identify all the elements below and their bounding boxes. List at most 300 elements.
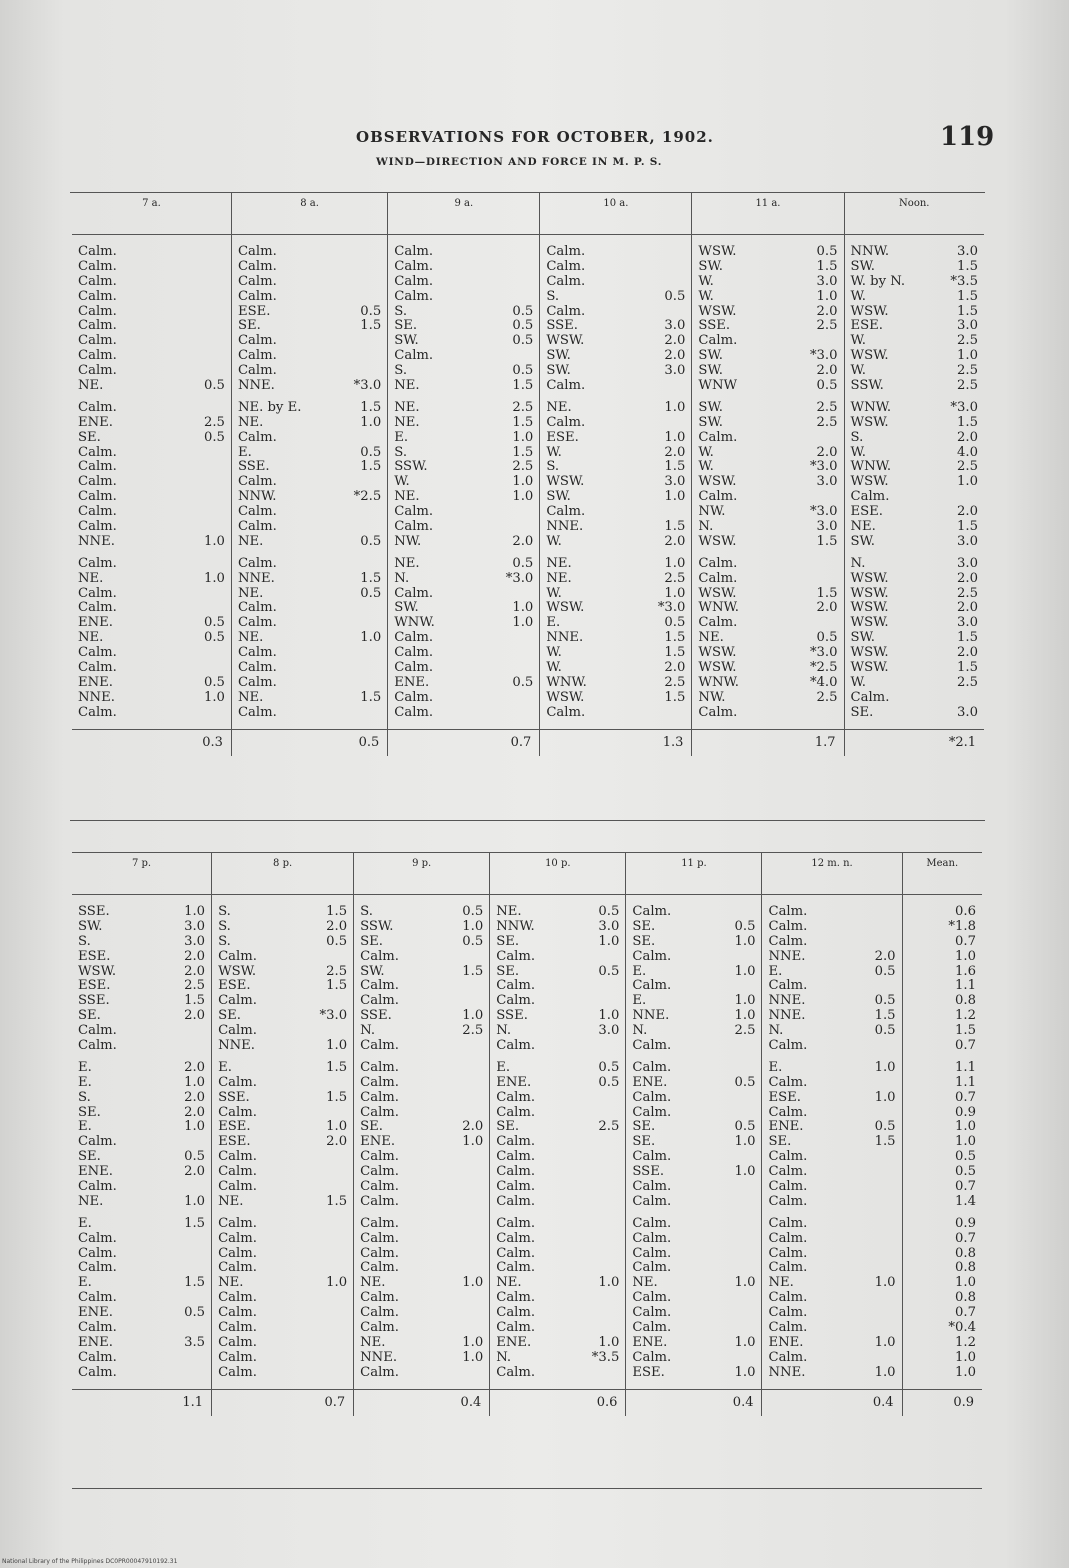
- wind-direction: WSW.: [850, 414, 889, 430]
- wind-direction: W.: [698, 444, 714, 460]
- observation-row: [218, 1165, 347, 1180]
- observation-row: [768, 905, 895, 920]
- wind-direction: Calm.: [394, 630, 434, 646]
- wind-force: 3.5: [184, 1334, 206, 1350]
- wind-force: 1.5: [664, 689, 686, 705]
- time-column: [762, 895, 902, 1390]
- wind-direction: Calm.: [237, 674, 277, 690]
- observation-row: [218, 1076, 347, 1091]
- wind-direction: W.: [394, 474, 410, 490]
- wind-force: 1.0: [462, 918, 484, 934]
- wind-direction: Calm.: [360, 1104, 399, 1120]
- observation-row: [768, 1180, 895, 1195]
- wind-force: 1.0: [734, 1164, 756, 1180]
- wind-direction: NNW.: [496, 918, 535, 934]
- observation-row: [909, 1306, 976, 1321]
- observation-row: [78, 1217, 205, 1232]
- wind-direction: Calm.: [218, 1164, 257, 1180]
- wind-direction: Calm.: [78, 1260, 117, 1276]
- wind-direction: Calm.: [632, 1104, 672, 1120]
- wind-direction: W.: [698, 288, 714, 304]
- wind-direction: Calm.: [632, 1059, 672, 1075]
- wind-direction: Calm.: [78, 519, 117, 535]
- observation-row: [218, 965, 347, 980]
- wind-direction: E.: [768, 963, 783, 979]
- wind-force: *3.5: [950, 273, 978, 289]
- observation-row: [394, 676, 533, 691]
- observation-row: [360, 979, 483, 994]
- observation-row: [496, 935, 619, 950]
- observation-row: [851, 587, 978, 602]
- wind-force: 1.0: [734, 1134, 756, 1150]
- wind-direction: ESE.: [546, 429, 579, 445]
- observation-row: [78, 1150, 205, 1165]
- observation-row: [78, 601, 225, 616]
- wind-force: 2.0: [184, 1059, 206, 1075]
- wind-direction: SW.: [78, 918, 103, 934]
- observation-row: [78, 490, 225, 505]
- observation-row: [632, 1135, 755, 1150]
- wind-force: 2.0: [957, 570, 978, 586]
- observation-row: [360, 1306, 483, 1321]
- observation-row: [632, 1306, 755, 1321]
- wind-direction: Calm.: [360, 1074, 399, 1090]
- observation-row: [909, 905, 976, 920]
- wind-force: 1.0: [598, 933, 620, 949]
- wind-force: 3.0: [664, 318, 686, 334]
- observation-row: [78, 557, 225, 572]
- wind-force: 1.0: [203, 570, 225, 586]
- wind-force: 0.5: [203, 429, 225, 445]
- wind-force: 0.5: [874, 993, 896, 1009]
- observation-row: [851, 290, 978, 305]
- wind-force: 1.0: [512, 615, 534, 631]
- wind-direction: WSW.: [698, 244, 737, 259]
- wind-force: 1.0: [664, 429, 686, 445]
- wind-direction: NNE.: [768, 1008, 806, 1024]
- observation-row: [360, 1076, 483, 1091]
- observation-row: [238, 535, 381, 550]
- wind-direction: Calm.: [360, 1193, 399, 1209]
- column-header: 10 p.: [490, 852, 626, 895]
- wind-force: 0.5: [326, 933, 348, 949]
- wind-direction: Calm.: [218, 1104, 257, 1120]
- wind-direction: ESE.: [850, 318, 883, 334]
- observation-row: [698, 587, 837, 602]
- wind-force: 2.5: [512, 459, 534, 475]
- wind-direction: Calm.: [237, 258, 277, 274]
- observation-row: [546, 475, 685, 490]
- wind-force: 0.5: [184, 1149, 206, 1165]
- observation-row: [698, 305, 837, 320]
- wind-force: 2.0: [664, 533, 686, 549]
- wind-force: 2.0: [664, 660, 686, 676]
- wind-direction: ESE.: [78, 978, 111, 994]
- day-group: [692, 401, 843, 550]
- wind-force: 1.0: [664, 555, 686, 571]
- observation-row: [546, 305, 685, 320]
- wind-direction: SSW.: [394, 459, 428, 475]
- wind-direction: Calm.: [546, 704, 586, 720]
- wind-direction: Calm.: [768, 1230, 808, 1246]
- observation-row: [78, 1366, 205, 1381]
- wind-force: 3.0: [816, 273, 838, 289]
- wind-direction: Calm.: [78, 459, 117, 475]
- observation-row: [496, 1261, 619, 1276]
- observation-row: [78, 920, 205, 935]
- wind-direction: Calm.: [394, 519, 434, 535]
- observation-row: [78, 379, 225, 394]
- observation-row: [238, 557, 381, 572]
- wind-force: 0.5: [955, 1164, 976, 1180]
- wind-direction: SW.: [850, 533, 875, 549]
- observation-row: [632, 1261, 755, 1276]
- wind-direction: ENE.: [78, 414, 113, 430]
- observation-row: [546, 349, 685, 364]
- wind-direction: SW.: [698, 399, 723, 415]
- observation-row: [768, 920, 895, 935]
- observation-row: [632, 994, 755, 1009]
- observation-row: [78, 994, 205, 1009]
- wind-direction: Calm.: [237, 704, 277, 720]
- observation-row: [546, 431, 685, 446]
- observation-row: [851, 601, 978, 616]
- wind-force: 0.7: [955, 1305, 976, 1321]
- observation-row: [360, 1336, 483, 1351]
- wind-direction: Calm.: [632, 1038, 672, 1054]
- observation-row: [768, 1091, 895, 1106]
- observation-row: [78, 401, 225, 416]
- wind-direction: NE.: [78, 570, 104, 586]
- observation-row: [238, 505, 381, 520]
- wind-force: 1.5: [462, 963, 484, 979]
- day-group: [354, 1217, 489, 1381]
- observation-row: [360, 1135, 483, 1150]
- wind-direction: NNE.: [546, 630, 584, 646]
- wind-direction: Calm.: [360, 978, 399, 994]
- observation-row: [238, 334, 381, 349]
- observation-row: [360, 1232, 483, 1247]
- wind-direction: Calm.: [360, 1320, 399, 1336]
- wind-direction: Calm.: [360, 1305, 399, 1321]
- time-column: [692, 235, 844, 730]
- observation-row: [768, 1366, 895, 1381]
- wind-direction: NW.: [394, 533, 422, 549]
- wind-direction: Calm.: [237, 244, 277, 259]
- wind-direction: E.: [78, 1215, 92, 1231]
- wind-direction: Calm.: [78, 348, 117, 364]
- wind-force: 0.5: [184, 1305, 206, 1321]
- observation-row: [698, 661, 837, 676]
- observation-row: [909, 1076, 976, 1091]
- observation-row: [909, 1261, 976, 1276]
- observation-row: [768, 1039, 895, 1054]
- wind-direction: Calm.: [78, 704, 117, 720]
- observation-row: [238, 520, 381, 535]
- wind-direction: SSE.: [546, 318, 578, 334]
- wind-direction: SW.: [698, 363, 723, 379]
- column-mean: *2.1: [844, 729, 984, 756]
- wind-direction: SSE.: [78, 993, 110, 1009]
- observation-row: [546, 275, 685, 290]
- observation-row: [78, 1024, 205, 1039]
- wind-direction: Calm.: [237, 519, 277, 535]
- wind-direction: Calm.: [698, 615, 738, 631]
- observation-row: [496, 979, 619, 994]
- wind-direction: N.: [394, 570, 410, 586]
- observation-row: [851, 349, 978, 364]
- observation-row: [78, 631, 225, 646]
- wind-direction: SE.: [632, 1119, 656, 1135]
- wind-direction: Calm.: [78, 474, 117, 490]
- observation-row: [238, 631, 381, 646]
- wind-direction: N.: [698, 519, 714, 535]
- observation-row: [394, 334, 533, 349]
- observation-row: [496, 1135, 619, 1150]
- observation-row: [546, 446, 685, 461]
- wind-direction: SE.: [632, 1134, 656, 1150]
- wind-direction: Calm.: [632, 1149, 672, 1165]
- wind-direction: NW.: [698, 504, 726, 520]
- time-column: [212, 895, 354, 1390]
- observation-row: [78, 1076, 205, 1091]
- wind-force: 2.0: [957, 504, 978, 520]
- wind-direction: NE.: [850, 519, 876, 535]
- wind-force: 2.5: [816, 318, 838, 334]
- wind-direction: NNE.: [237, 378, 275, 394]
- observation-row: [394, 401, 533, 416]
- observation-row: [546, 520, 685, 535]
- wind-direction: WSW.: [698, 303, 737, 319]
- wind-force: 1.0: [512, 600, 534, 616]
- wind-direction: SSE.: [237, 459, 270, 475]
- wind-direction: NE.: [78, 630, 104, 646]
- observation-row: [238, 490, 381, 505]
- observation-row: [394, 490, 533, 505]
- observation-row: [496, 1165, 619, 1180]
- wind-force: 3.0: [957, 318, 978, 334]
- wind-direction: NE.: [496, 904, 522, 919]
- wind-direction: SW.: [698, 414, 723, 430]
- observation-row: [909, 1321, 976, 1336]
- wind-force: 0.5: [874, 1119, 896, 1135]
- wind-direction: Calm.: [218, 1260, 257, 1276]
- wind-force: 0.8: [955, 993, 976, 1009]
- wind-direction: Calm.: [360, 1149, 399, 1165]
- observation-row: [851, 305, 978, 320]
- wind-direction: Calm.: [768, 1349, 808, 1365]
- observation-row: [546, 364, 685, 379]
- observation-row: [496, 1306, 619, 1321]
- wind-direction: SE.: [632, 933, 656, 949]
- observation-row: [218, 1135, 347, 1150]
- wind-direction: W.: [850, 333, 866, 349]
- day-group: [903, 1217, 982, 1381]
- observation-row: [394, 319, 533, 334]
- observation-row: [909, 1366, 976, 1381]
- wind-direction: Calm.: [632, 1349, 672, 1365]
- wind-direction: Calm.: [546, 504, 586, 520]
- observation-row: [496, 1039, 619, 1054]
- wind-direction: Calm.: [496, 978, 536, 994]
- observation-row: [851, 275, 978, 290]
- wind-direction: Calm.: [360, 1364, 399, 1380]
- wind-direction: N.: [360, 1023, 376, 1039]
- wind-force: 2.5: [203, 414, 225, 430]
- observation-row: [632, 1076, 755, 1091]
- wind-direction: WSW.: [850, 474, 889, 490]
- time-column: [231, 235, 387, 730]
- wind-force: 1.0: [598, 1275, 620, 1291]
- wind-force: 0.5: [874, 1023, 896, 1039]
- wind-direction: Calm.: [632, 1260, 672, 1276]
- wind-force: 2.0: [664, 333, 686, 349]
- observation-row: [78, 587, 225, 602]
- observation-row: [218, 1150, 347, 1165]
- wind-direction: NW.: [698, 689, 726, 705]
- observation-row: [546, 646, 685, 661]
- observation-row: [632, 935, 755, 950]
- observation-row: [78, 364, 225, 379]
- wind-direction: Calm.: [546, 244, 586, 259]
- wind-direction: S.: [360, 904, 373, 919]
- wind-force: 1.0: [184, 1074, 206, 1090]
- observation-row: [394, 260, 533, 275]
- wind-direction: W.: [850, 674, 866, 690]
- wind-force: 2.5: [957, 459, 978, 475]
- wind-direction: Calm.: [394, 348, 434, 364]
- observation-row: [698, 616, 837, 631]
- wind-force: 2.0: [874, 948, 896, 964]
- wind-direction: E.: [78, 1074, 92, 1090]
- evening-bottom-rule: [72, 1488, 982, 1489]
- wind-force: 0.8: [955, 1290, 976, 1306]
- wind-force: 2.0: [184, 1164, 206, 1180]
- observation-row: [632, 1061, 755, 1076]
- observation-row: [768, 1135, 895, 1150]
- observation-row: [238, 290, 381, 305]
- observation-row: [851, 460, 978, 475]
- observation-row: [768, 1024, 895, 1039]
- observation-row: [238, 706, 381, 721]
- observation-row: [360, 1009, 483, 1024]
- wind-direction: Calm.: [78, 1245, 117, 1261]
- day-group: [212, 1061, 353, 1210]
- observation-row: [496, 1091, 619, 1106]
- observation-row: [546, 401, 685, 416]
- observation-row: [78, 505, 225, 520]
- observation-row: [78, 1351, 205, 1366]
- wind-direction: Calm.: [496, 948, 536, 964]
- wind-direction: SE.: [78, 1104, 101, 1120]
- wind-direction: Calm.: [78, 585, 117, 601]
- wind-direction: SW.: [850, 630, 875, 646]
- observation-row: [78, 1247, 205, 1262]
- wind-force: 2.0: [326, 918, 348, 934]
- observation-row: [218, 950, 347, 965]
- observation-row: [496, 994, 619, 1009]
- wind-direction: Calm.: [360, 1245, 399, 1261]
- wind-force: 0.5: [512, 674, 534, 690]
- observation-row: [546, 290, 685, 305]
- wind-direction: Calm.: [632, 978, 672, 994]
- observation-row: [218, 1336, 347, 1351]
- observation-row: [394, 446, 533, 461]
- wind-direction: WSW.: [850, 585, 889, 601]
- wind-direction: Calm.: [698, 489, 738, 505]
- wind-force: 1.5: [874, 1134, 896, 1150]
- wind-force: 3.0: [816, 474, 838, 490]
- wind-direction: N.: [850, 555, 866, 571]
- column-mean: 0.4: [626, 1389, 762, 1416]
- observation-row: [78, 905, 205, 920]
- wind-direction: E.: [78, 1275, 92, 1291]
- wind-force: 0.5: [462, 933, 484, 949]
- wind-direction: NE.: [546, 399, 572, 415]
- wind-direction: ENE.: [768, 1334, 804, 1350]
- wind-force: 1.5: [184, 1215, 206, 1231]
- observation-row: [238, 431, 381, 446]
- wind-direction: Calm.: [768, 1215, 808, 1231]
- wind-force: *3.0: [353, 378, 382, 394]
- wind-force: 2.5: [816, 399, 838, 415]
- wind-force: 1.5: [816, 585, 838, 601]
- wind-force: 1.0: [462, 1349, 484, 1365]
- wind-direction: SW.: [394, 600, 419, 616]
- scan-footer: National Library of the Philippines DC0PR00047910192.31: [2, 1558, 178, 1565]
- wind-force: 1.0: [664, 585, 686, 601]
- wind-direction: Calm.: [632, 1089, 672, 1105]
- wind-force: 2.0: [664, 444, 686, 460]
- observation-row: [546, 245, 685, 260]
- wind-direction: Calm.: [632, 1290, 672, 1306]
- day-group: [845, 245, 984, 394]
- observation-row: [546, 587, 685, 602]
- observation-row: [360, 1039, 483, 1054]
- wind-direction: SE.: [78, 1008, 101, 1024]
- wind-direction: NE.: [698, 630, 724, 646]
- column-header: Mean.: [902, 852, 982, 895]
- observation-row: [218, 1366, 347, 1381]
- observation-row: [768, 1217, 895, 1232]
- observation-row: [496, 1106, 619, 1121]
- wind-force: 0.5: [955, 1149, 976, 1165]
- wind-force: 1.0: [816, 288, 838, 304]
- observation-row: [909, 1165, 976, 1180]
- observation-row: [632, 1276, 755, 1291]
- observation-row: [632, 1217, 755, 1232]
- wind-direction: Calm.: [850, 689, 890, 705]
- day-group: [903, 905, 982, 1054]
- day-group: [212, 905, 353, 1054]
- observation-row: [360, 1120, 483, 1135]
- observation-row: [394, 661, 533, 676]
- observation-row: [768, 1261, 895, 1276]
- observation-row: [909, 1150, 976, 1165]
- observation-row: [496, 1217, 619, 1232]
- wind-direction: Calm.: [768, 1038, 808, 1054]
- wind-direction: NE.: [394, 378, 420, 394]
- observation-row: [78, 691, 225, 706]
- wind-direction: E.: [78, 1119, 92, 1135]
- wind-force: 2.5: [816, 414, 838, 430]
- wind-direction: Calm.: [394, 244, 434, 259]
- wind-direction: SW.: [360, 963, 385, 979]
- wind-force: 2.0: [664, 348, 686, 364]
- observation-row: [698, 460, 837, 475]
- wind-direction: WNW.: [698, 600, 739, 616]
- wind-force: 1.5: [326, 978, 348, 994]
